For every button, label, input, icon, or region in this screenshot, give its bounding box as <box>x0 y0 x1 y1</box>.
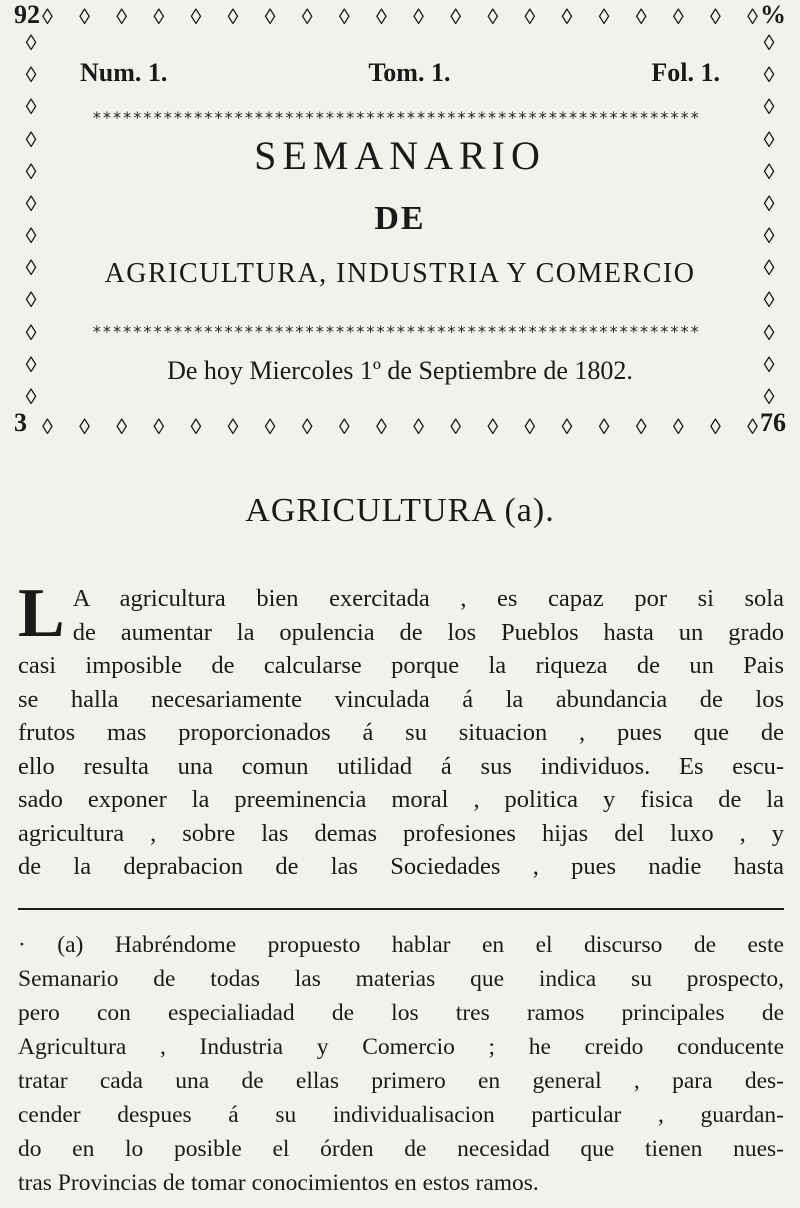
body-line: frutos mas proporcionados á su situacion , pues que de <box>18 719 784 746</box>
ornament-glyph-icon: ◊ <box>116 414 128 439</box>
footnote-line: do en lo posible el órden de necesidad que tienen nues- <box>18 1136 784 1162</box>
ornament-glyph-icon: ◊ <box>153 414 165 439</box>
ornament-glyph-icon: ◊ <box>524 4 536 29</box>
body-line: de aumentar la opulencia de los Pueblos hasta un grado <box>72 618 784 646</box>
footnote-line: Semanario de todas las materias que indica su prospecto, <box>18 966 784 992</box>
ornament-glyph-icon: ◊ <box>227 4 239 29</box>
ornament-glyph-icon: ◊ <box>763 351 775 377</box>
issue-folio: Fol. 1. <box>651 58 720 87</box>
ornament-glyph-icon: ◊ <box>450 4 462 29</box>
ornament-glyph-icon: ◊ <box>672 414 684 439</box>
masthead-title: SEMANARIO <box>254 133 546 178</box>
body-line: sado exponer la preeminencia moral , politica y fisica de la <box>18 786 784 813</box>
ornament-glyph-icon: ◊ <box>338 4 350 29</box>
ornament-glyph-icon: ◊ <box>635 414 647 439</box>
ornament-glyph-icon: ◊ <box>450 414 462 439</box>
footnote-line: cender despues á su individualisacion particular , guardan- <box>18 1102 784 1128</box>
ornament-glyph-icon: ◊ <box>190 4 202 29</box>
ornament-border-top <box>42 2 758 32</box>
footnote-line: · (a) Habréndome propuesto hablar en el discurso de este <box>18 932 784 958</box>
ornament-glyph-icon: ◊ <box>763 30 775 55</box>
ornament-glyph-icon: ◊ <box>413 414 424 439</box>
ornament-glyph-icon: ◊ <box>116 4 128 29</box>
ornament-glyph-icon: ◊ <box>747 414 758 439</box>
ornament-glyph-icon: ◊ <box>598 4 610 29</box>
ornament-glyph-icon: ◊ <box>42 414 53 439</box>
ornament-glyph-icon: ◊ <box>190 414 202 439</box>
ornament-glyph-icon: ◊ <box>763 383 775 409</box>
masthead-de: DE <box>374 200 426 237</box>
ornament-glyph-icon: ◊ <box>153 4 165 29</box>
ornament-glyph-icon: ◊ <box>598 414 610 439</box>
ornament-glyph-icon: ◊ <box>338 414 350 439</box>
issue-info-line <box>80 58 720 88</box>
body-line: ello resulta una comun utilidad á sus individuos. Es escu- <box>18 752 784 780</box>
ornament-glyph-icon: ◊ <box>763 255 775 281</box>
ornament-glyph-icon: ◊ <box>25 351 37 377</box>
ornament-glyph-icon: ◊ <box>763 126 775 152</box>
ornament-glyph-icon: ◊ <box>763 94 775 120</box>
ornament-glyph-icon: ◊ <box>672 4 684 29</box>
ornament-glyph-icon: ◊ <box>25 30 37 55</box>
masthead-subtitle: AGRICULTURA, INDUSTRIA Y COMERCIO <box>104 258 696 289</box>
drop-cap: L <box>18 575 65 652</box>
ornament-glyph-icon: ◊ <box>301 4 313 29</box>
ornament-glyph-icon: ◊ <box>763 223 775 249</box>
footnote-line: pero con especialiadad de los tres ramos principales de <box>18 1000 784 1026</box>
star-divider-top: ************************************************************ <box>92 108 700 127</box>
ornament-glyph-icon: ◊ <box>25 287 37 313</box>
ornament-glyph-icon: ◊ <box>227 414 239 439</box>
ornament-glyph-icon: ◊ <box>709 414 721 439</box>
ornament-glyph-icon: ◊ <box>487 4 499 29</box>
body-line: casi imposible de calcularse porque la riqueza de un Pais <box>18 652 784 679</box>
ornament-glyph-icon: ◊ <box>763 287 775 313</box>
ornament-glyph-icon: ◊ <box>264 4 276 29</box>
ornament-glyph-icon: ◊ <box>763 62 775 88</box>
ornament-glyph-icon: ◊ <box>25 190 37 216</box>
ornament-glyph-icon: ◊ <box>763 190 775 216</box>
ornament-glyph-icon: ◊ <box>763 158 775 184</box>
body-line: de la deprabacion de las Sociedades , pues nadie hasta <box>18 853 784 880</box>
ornament-glyph-icon: ◊ <box>709 4 721 29</box>
ornament-glyph-icon: ◊ <box>25 255 37 281</box>
corner-ornament-top-right: % <box>760 0 786 29</box>
ornament-glyph-icon: ◊ <box>375 414 387 439</box>
section-heading: AGRICULTURA (a). <box>245 492 555 529</box>
ornament-glyph-icon: ◊ <box>763 319 775 345</box>
ornament-glyph-icon: ◊ <box>25 319 37 345</box>
corner-ornament-bottom-left: 3 <box>14 408 27 437</box>
ornament-glyph-icon: ◊ <box>25 223 37 249</box>
ornament-glyph-icon: ◊ <box>635 4 647 29</box>
footnote-line: tratar cada una de ellas primero en general , para des- <box>18 1068 784 1094</box>
issue-date: De hoy Miercoles 1º de Septiembre de 1802. <box>167 356 633 385</box>
ornament-glyph-icon: ◊ <box>524 414 536 439</box>
footnote-line: Agricultura , Industria y Comercio ; he creido conducente <box>18 1034 784 1060</box>
ornament-glyph-icon: ◊ <box>301 414 313 439</box>
issue-tome: Tom. 1. <box>368 58 451 87</box>
body-line: A agricultura bien exercitada , es capaz por si sola <box>72 585 784 612</box>
ornament-glyph-icon: ◊ <box>375 4 387 29</box>
ornament-glyph-icon: ◊ <box>79 4 90 29</box>
ornament-glyph-icon: ◊ <box>25 126 37 152</box>
ornament-glyph-icon: ◊ <box>25 94 37 120</box>
ornament-glyph-icon: ◊ <box>264 414 276 439</box>
body-line: agricultura , sobre las demas profesiones hijas del luxo , y <box>18 819 784 847</box>
corner-ornament-top-left: 92 <box>14 0 40 29</box>
ornament-glyph-icon: ◊ <box>561 4 573 29</box>
ornament-glyph-icon: ◊ <box>413 4 424 29</box>
body-line: se halla necesariamente vinculada á la abundancia de los <box>18 685 784 713</box>
ornament-glyph-icon: ◊ <box>25 158 37 184</box>
footnote-line: tras Provincias de tomar conocimientos en estos ramos. <box>18 1170 539 1196</box>
ornament-glyph-icon: ◊ <box>25 62 37 88</box>
article-body <box>18 575 784 884</box>
ornament-border-bottom <box>42 412 758 442</box>
star-divider-bottom: ************************************************************ <box>92 322 700 341</box>
ornament-glyph-icon: ◊ <box>747 4 758 29</box>
issue-number: Num. 1. <box>80 58 168 87</box>
ornament-glyph-icon: ◊ <box>561 414 573 439</box>
ornament-glyph-icon: ◊ <box>79 414 90 439</box>
ornament-glyph-icon: ◊ <box>487 414 499 439</box>
corner-ornament-bottom-right: 76 <box>760 408 786 437</box>
ornament-glyph-icon: ◊ <box>25 383 37 409</box>
ornament-glyph-icon: ◊ <box>42 4 53 29</box>
footnote <box>18 928 784 1200</box>
footnote-rule <box>18 908 784 910</box>
